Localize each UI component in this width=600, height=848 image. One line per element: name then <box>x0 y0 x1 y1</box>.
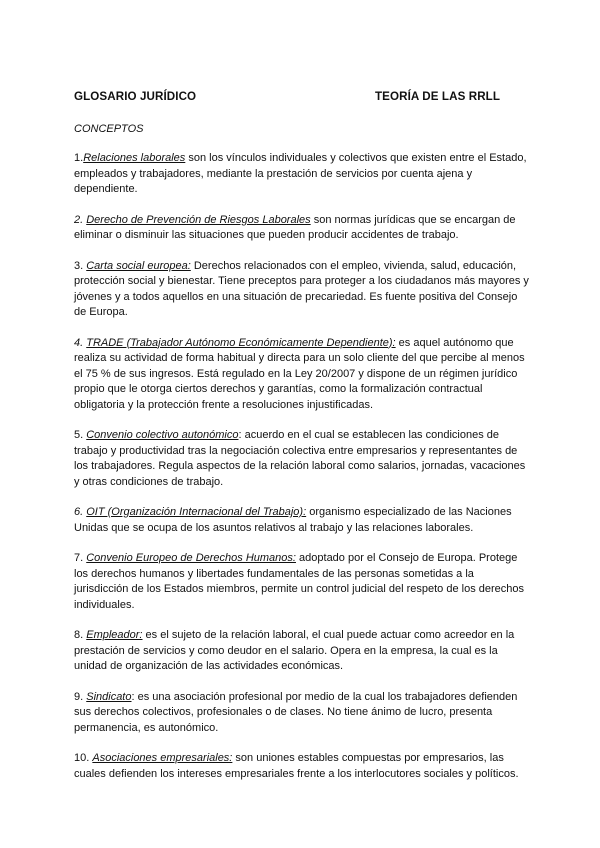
entry-number: 6. <box>74 506 87 518</box>
entry-definition: son los vínculos individuales y colectivos que existen entre el Estado, empleados y trabajadores, mediante la prestación de servicios por cuenta ajena y dependiente. <box>74 152 527 195</box>
entry-definition: es aquel autónomo que realiza su actividad de forma habitual y directa para un solo cliente del que percibe al menos el 75 % de sus ingresos. Está regulado en la Ley 20/2007 y dispone de un régimen jurídico propio que le otorga ciertos derechos y garantías, como la formalización contractual obligatoria y la protección frente a resoluciones injustificadas. <box>74 336 525 411</box>
entry-definition: son normas jurídicas que se encargan de eliminar o disminuir las situaciones que pueden producir accidentes de trabajo. <box>74 213 516 241</box>
glossary-entry <box>74 428 529 490</box>
entry-term: TRADE (Trabajador Autónomo Económicamente Dependiente): <box>86 336 396 349</box>
glossary-entry <box>74 151 529 198</box>
glossary-entry <box>74 551 529 613</box>
entry-term: Carta social europea: <box>86 259 191 272</box>
entry-number: 7. <box>74 552 87 564</box>
entry-number: 4. <box>74 336 87 349</box>
entry-term: Convenio colectivo autonómico <box>86 429 239 441</box>
entry-definition: adoptado por el Consejo de Europa. Protege los derechos humanos y libertades fundamentales de las personas sometidas a la jurisdicción de los Estados miembros, permite un control judicial del respeto de los derechos individuales. <box>74 552 525 611</box>
entry-term: OIT (Organización Internacional del Trabajo): <box>86 506 307 518</box>
entry-term: Convenio Europeo de Derechos Humanos: <box>86 552 296 564</box>
entry-number: 5. <box>74 429 87 441</box>
glossary-entry <box>74 213 529 244</box>
entry-definition: son uniones estables compuestas por empresarios, las cuales defienden los intereses empresariales frente a los interlocutores sociales y políticos. <box>74 752 519 780</box>
entry-term: Sindicato <box>86 690 132 703</box>
entry-number: 1. <box>74 152 84 164</box>
entry-number: 3. <box>74 259 87 272</box>
entry-term: Relaciones laborales <box>83 152 186 164</box>
glossary-entry <box>74 505 529 536</box>
glossary-entry <box>74 628 529 675</box>
header-title-left: GLOSARIO JURÍDICO <box>74 90 197 103</box>
glossary-entry <box>74 259 529 321</box>
entry-number: 9. <box>74 690 87 703</box>
section-label: CONCEPTOS <box>74 123 144 135</box>
glossary-entry <box>74 751 529 782</box>
glossary-entry <box>74 690 529 737</box>
glossary-entry <box>74 336 529 414</box>
entry-number: 10. <box>74 752 93 764</box>
entry-number: 2. <box>74 213 87 226</box>
entry-term: Empleador: <box>86 629 143 641</box>
entry-term: Asociaciones empresariales: <box>92 752 233 764</box>
entry-definition: organismo especializado de las Naciones Unidas que se ocupa de los asuntos relativos al trabajo y las relaciones laborales. <box>74 506 512 534</box>
glossary-list <box>74 151 529 797</box>
entry-number: 8. <box>74 629 87 641</box>
entry-definition: : acuerdo en el cual se establecen las condiciones de trabajo y productividad tras la negociación colectiva entre empresarios y representantes de los trabajadores. Regula aspectos de la relación laboral como salarios, jornadas, vacaciones y otras condiciones de trabajo. <box>74 429 526 488</box>
entry-definition: es el sujeto de la relación laboral, el cual puede actuar como acreedor en la prestación de servicios y como deudor en el salario. Opera en la empresa, la cual es la unidad de organización de las actividades económicas. <box>74 629 515 672</box>
entry-term: Derecho de Prevención de Riesgos Laborales <box>86 213 311 226</box>
entry-definition: Derechos relacionados con el empleo, vivienda, salud, educación, protección social y bienestar. Tiene preceptos para proteger a los ciudadanos más mayores y jóvenes y a todos aquellos en una situación de precariedad. Es fuente positiva del Consejo de Europa. <box>74 259 529 318</box>
header-title-right: TEORÍA DE LAS RRLL <box>375 90 501 103</box>
entry-definition: : es una asociación profesional por medio de la cual los trabajadores defienden sus derechos colectivos, profesionales o de clases. No tiene ánimo de lucro, presenta permanencia, es autonómico. <box>74 690 518 734</box>
